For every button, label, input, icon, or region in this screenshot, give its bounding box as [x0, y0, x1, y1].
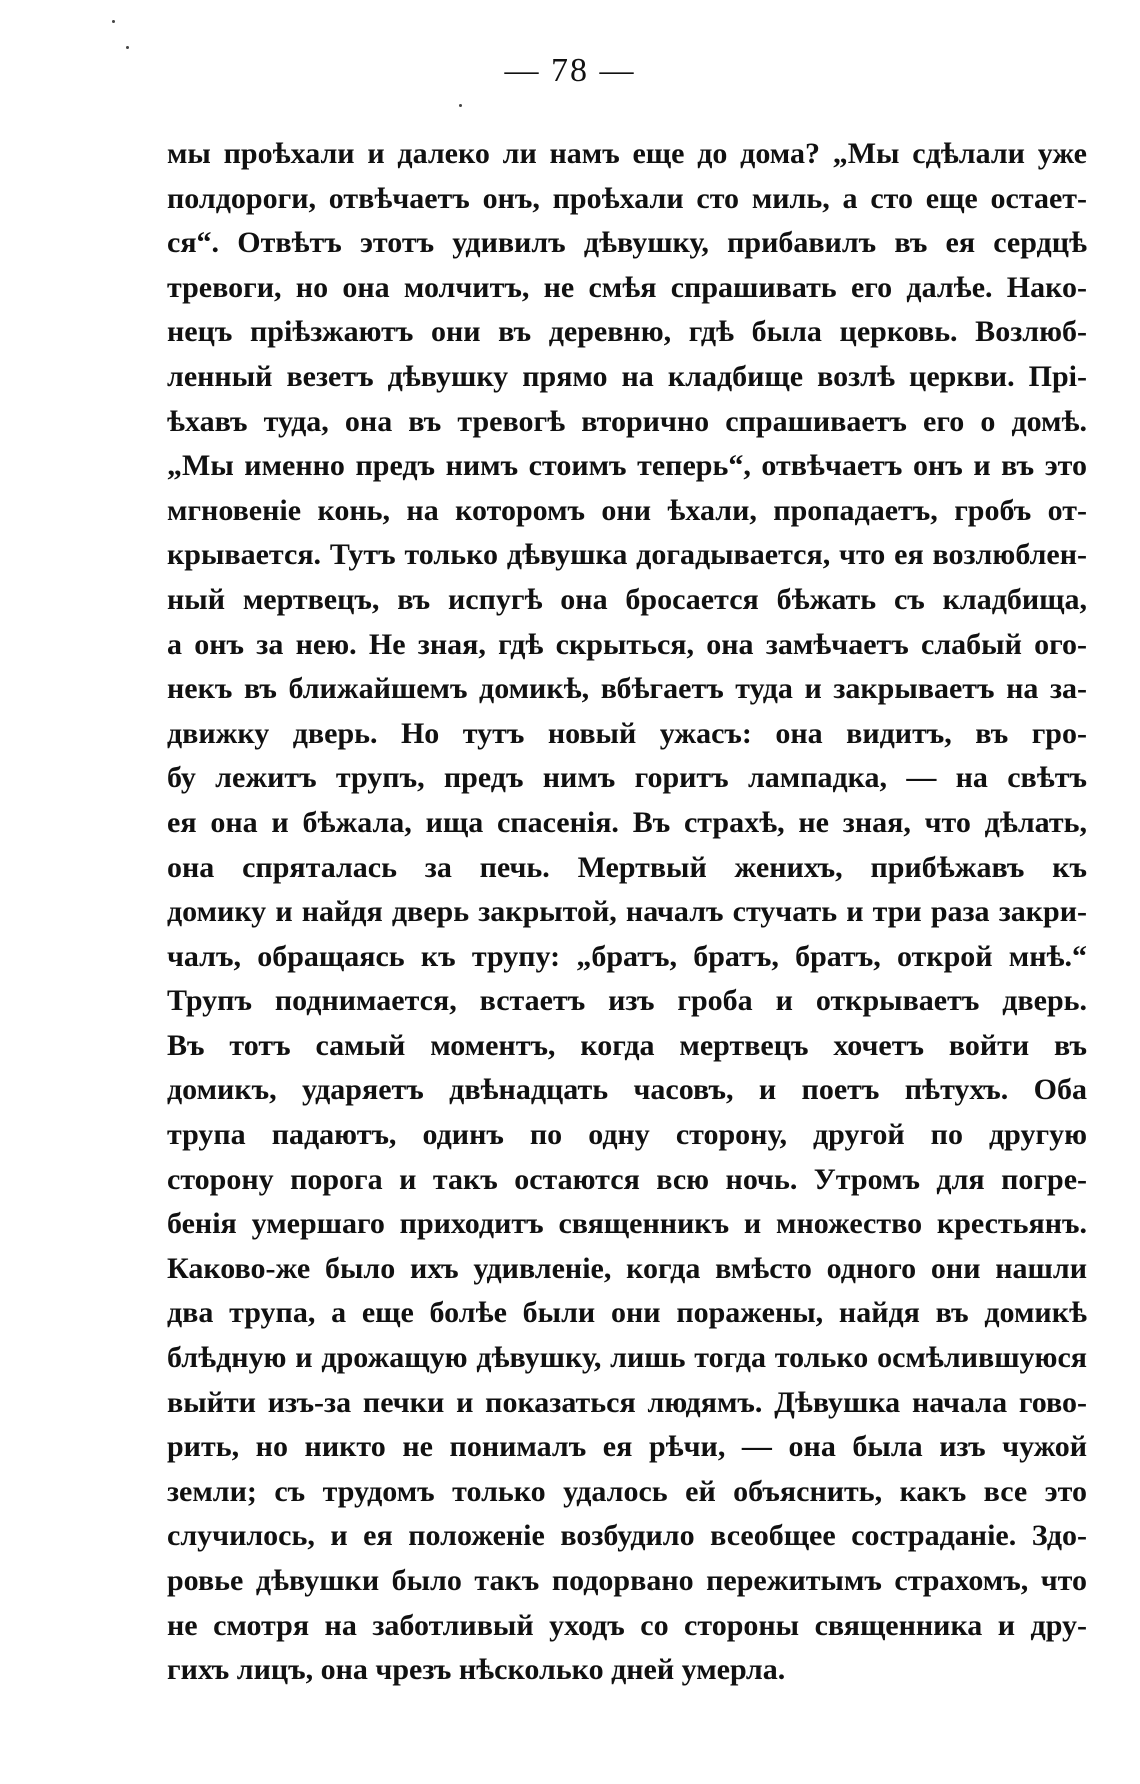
text-line: выйти изъ-за печки и показаться людямъ. Дѣвушка начала гово- — [167, 1385, 1087, 1419]
paper-speck — [459, 104, 462, 107]
text-line: она спряталась за печь. Мертвый женихъ, прибѣжавъ къ — [167, 850, 1087, 884]
text-line: земли; съ трудомъ только удалось ей объяснить, какъ все это — [167, 1474, 1087, 1508]
text-line: ѣхавъ туда, она въ тревогѣ вторично спрашиваетъ его о домѣ. — [167, 404, 1087, 438]
text-line: Трупъ поднимается, встаетъ изъ гроба и открываетъ дверь. — [167, 984, 1087, 1018]
text-line: не смотря на заботливый уходъ со стороны священника и дру- — [167, 1608, 1087, 1642]
text-line: чалъ, обращаясь къ трупу: „братъ, братъ, братъ, открой мнѣ.“ — [167, 939, 1087, 973]
text-line: блѣдную и дрожащую дѣвушку, лишь тогда только осмѣлившуюся — [167, 1341, 1087, 1375]
text-line: движку дверь. Но тутъ новый ужасъ: она видитъ, въ гро- — [167, 716, 1087, 750]
text-line: мгновеніе конь, на которомъ они ѣхали, пропадаетъ, гробъ от- — [167, 493, 1087, 527]
text-line: ея она и бѣжала, ища спасенія. Въ страхѣ, не зная, что дѣлать, — [167, 805, 1087, 839]
text-line: домикъ, ударяетъ двѣнадцать часовъ, и поетъ пѣтухъ. Оба — [167, 1073, 1087, 1107]
text-line: а онъ за нею. Не зная, гдѣ скрыться, она замѣчаетъ слабый ого- — [167, 627, 1087, 661]
text-line: бенія умершаго приходитъ священникъ и множество крестьянъ. — [167, 1207, 1087, 1241]
text-line: Въ тотъ самый моментъ, когда мертвецъ хочетъ войти въ — [167, 1028, 1087, 1062]
text-line: тревоги, но она молчитъ, не смѣя спрашивать его далѣе. Нако- — [167, 270, 1087, 304]
text-line: Каково-же было ихъ удивленіе, когда вмѣсто одного они нашли — [167, 1251, 1087, 1285]
text-line: некъ въ ближайшемъ домикѣ, вбѣгаетъ туда и закрываетъ на за- — [167, 672, 1087, 706]
text-line: сторону порога и такъ остаются всю ночь. Утромъ для погре- — [167, 1162, 1087, 1196]
text-line: случилось, и ея положеніе возбудило всеобщее состраданіе. Здо- — [167, 1519, 1087, 1553]
text-line: нецъ пріѣзжаютъ они въ деревню, гдѣ была церковь. Возлюб- — [167, 315, 1087, 349]
text-line: домику и найдя дверь закрытой, началъ стучать и три раза закри- — [167, 895, 1087, 929]
text-line: ся“. Отвѣтъ этотъ удивилъ дѣвушку, прибавилъ въ ея сердцѣ — [167, 226, 1087, 260]
text-line: мы проѣхали и далеко ли намъ еще до дома? „Мы сдѣлали уже — [167, 137, 1087, 170]
text-line: трупа падаютъ, одинъ по одну сторону, другой по другую — [167, 1118, 1087, 1152]
text-line: ленный везетъ дѣвушку прямо на кладбище возлѣ церкви. Прі- — [167, 359, 1087, 393]
text-line: бу лежитъ трупъ, предъ нимъ горитъ лампадка, — на свѣтъ — [167, 761, 1087, 795]
page-number: — 78 — — [504, 52, 636, 89]
text-line: ровье дѣвушки было такъ подорвано пережитымъ страхомъ, что — [167, 1564, 1087, 1597]
text-line: крывается. Тутъ только дѣвушка догадывается, что ея возлюблен- — [167, 538, 1087, 572]
text-line: ный мертвецъ, въ испугѣ она бросается бѣжать съ кладбища, — [167, 582, 1087, 616]
paper-speck — [112, 20, 115, 23]
body-text — [167, 132, 1087, 1693]
text-line: „Мы именно предъ нимъ стоимъ теперь“, отвѣчаетъ онъ и въ это — [167, 449, 1087, 483]
paper-speck — [126, 46, 129, 49]
text-line-last: гихъ лицъ, она чрезъ нѣсколько дней умерла. — [167, 1653, 786, 1687]
text-line: два трупа, а еще болѣе были они поражены, найдя въ домикѣ — [167, 1296, 1087, 1330]
text-line: полдороги, отвѣчаетъ онъ, проѣхали сто миль, а сто еще остает- — [167, 181, 1087, 215]
text-line: рить, но никто не понималъ ея рѣчи, — она была изъ чужой — [167, 1430, 1087, 1464]
